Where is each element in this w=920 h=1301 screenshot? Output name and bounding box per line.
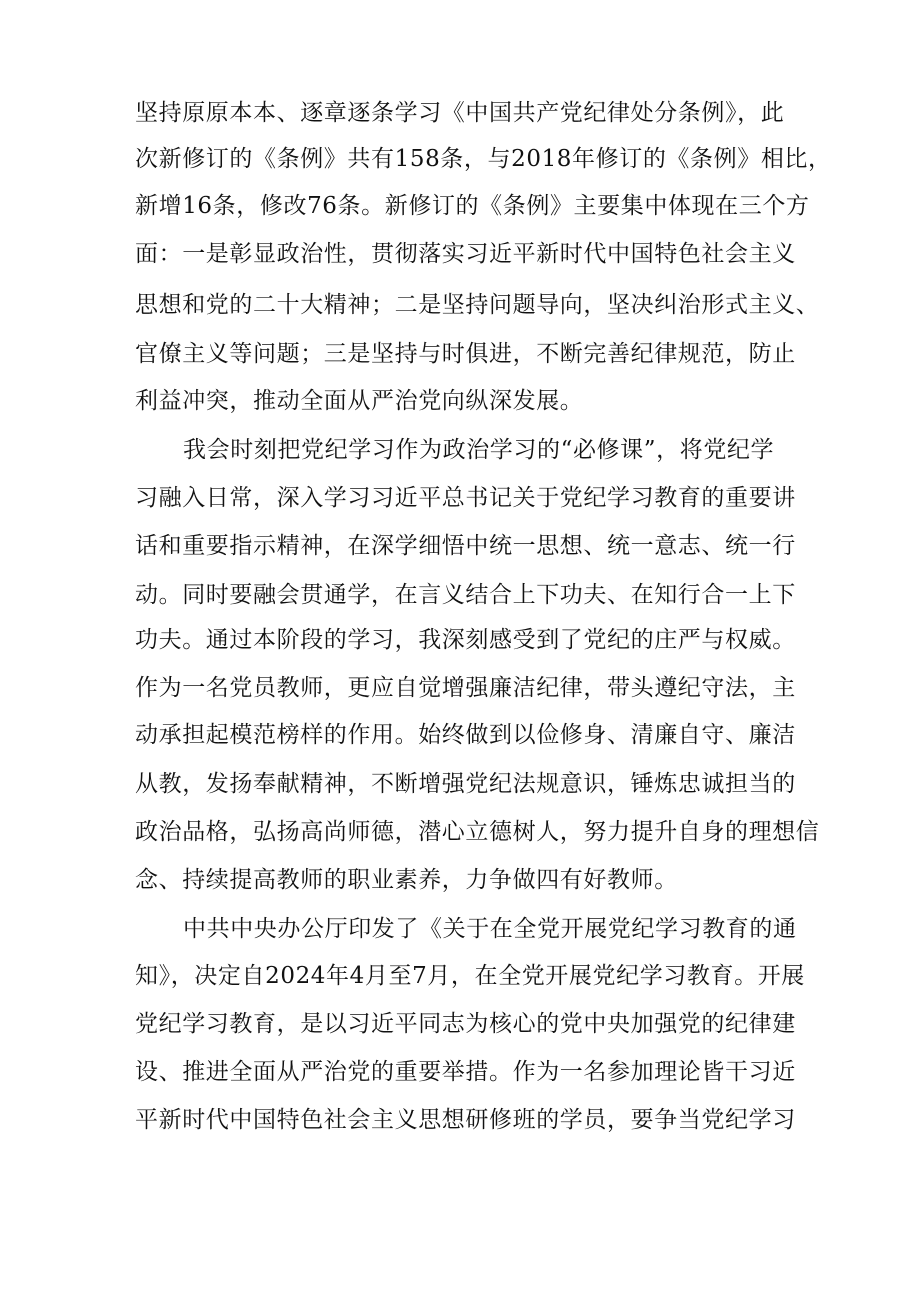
paragraph-3-line-5: 平新时代中国特色社会主义思想研修班的学员，要争当党纪学习 bbox=[135, 1107, 796, 1133]
paragraph-2-line-2: 习融入日常，深入学习习近平总书记关于党纪学习教育的重要讲 bbox=[135, 485, 796, 511]
paragraph-2-line-5: 功夫。通过本阶段的学习，我深刻感受到了党纪的庄严与权威。 bbox=[135, 627, 796, 653]
paragraph-3-line-4: 设、推进全面从严治党的重要举措。作为一名参加理论皆干习近 bbox=[135, 1059, 796, 1085]
paragraph-2-line-7: 动承担起模范榜样的作用。始终做到以俭修身、清廉自守、廉洁 bbox=[135, 722, 796, 748]
paragraph-3-line-2: 知》，决定自2024年4月至7月，在全党开展党纪学习教育。开展 bbox=[135, 963, 805, 989]
paragraph-1-line-3: 新增16条，修改76条。新修订的《条例》主要集中体现在三个方 bbox=[135, 193, 810, 219]
paragraph-2-line-1: 我会时刻把党纪学习作为政治学习的“必修课”，将党纪学 bbox=[183, 437, 775, 463]
paragraph-1-line-5: 思想和党的二十大精神；二是坚持问题导向，坚决纠治形式主义、 bbox=[135, 292, 820, 318]
paragraph-1-line-7: 利益冲突，推动全面从严治党向纵深发展。 bbox=[135, 388, 584, 414]
paragraph-3-line-3: 党纪学习教育，是以习近平同志为核心的党中央加强党的纪律建 bbox=[135, 1011, 796, 1037]
paragraph-1-line-4: 面：一是彰显政治性，贯彻落实习近平新时代中国特色社会主义 bbox=[135, 241, 796, 267]
paragraph-2-line-10: 念、持续提高教师的职业素养，力争做四有好教师。 bbox=[135, 867, 678, 893]
paragraph-1-line-1: 坚持原原本本、逐章逐条学习《中国共产党纪律处分条例》，此 bbox=[135, 100, 785, 126]
paragraph-1-line-2: 次新修订的《条例》共有158条，与2018年修订的《条例》相比， bbox=[135, 146, 832, 172]
paragraph-2-line-3: 话和重要指示精神，在深学细悟中统一思想、统一意志、统一行 bbox=[135, 533, 796, 559]
paragraph-3-line-1: 中共中央办公厅印发了《关于在全党开展党纪学习教育的通 bbox=[183, 916, 797, 942]
paragraph-2-line-9: 政治品格，弘扬高尚师德，潜心立德树人，努力提升自身的理想信 bbox=[135, 819, 820, 845]
paragraph-2-line-6: 作为一名党员教师，更应自觉增强廉洁纪律，带头遵纪守法，主 bbox=[135, 675, 796, 701]
paragraph-1-line-6: 官僚主义等问题；三是坚持与时俱进，不断完善纪律规范，防止 bbox=[135, 341, 796, 367]
paragraph-2-line-4: 动。同时要融会贯通学，在言义结合上下功夫、在知行合一上下 bbox=[135, 582, 796, 608]
paragraph-2-line-8: 从教，发扬奉献精神，不断增强党纪法规意识，锤炼忠诚担当的 bbox=[135, 771, 796, 797]
